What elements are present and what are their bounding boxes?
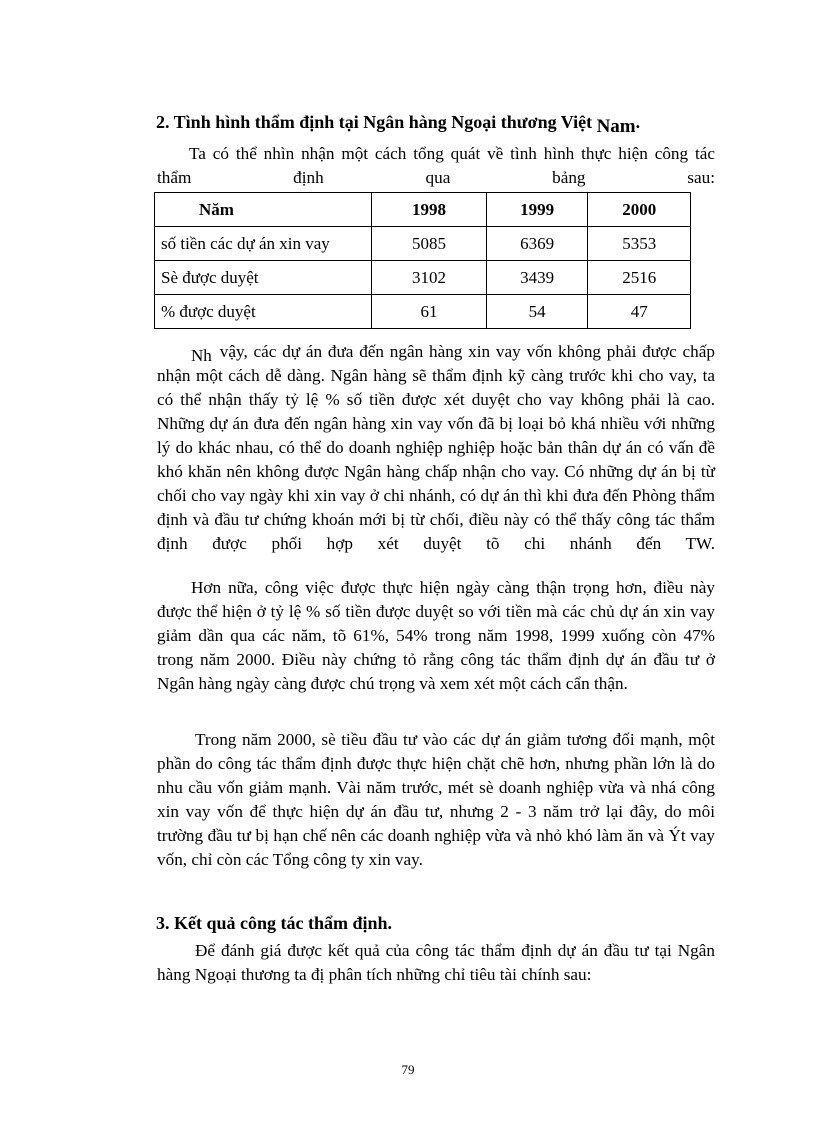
section-2-title: 2. Tình hình thẩm định tại Ngân hàng Ngoại thương Việt xyxy=(156,112,597,132)
table-header-cell: Năm xyxy=(155,193,372,227)
table-cell: 2516 xyxy=(588,261,691,295)
table-cell: 5085 xyxy=(372,227,487,261)
table-cell: 61 xyxy=(372,295,487,329)
paragraph-text: vậy, các dự án đưa đến ngân hàng xin vay vốn không phải được chấp nhận một cách dễ dàng. Ngân hàng sẽ thẩm định kỹ càng trước khi cho vay, ta có thể nhận thấy tỷ lệ % số tiền được xét duyệt cho vay không phải là cao. Những dự án đưa đến ngân hàng xin vay vốn đã bị loại bỏ khá nhiều với những lý do khác nhau, có thể do doanh nghiệp nghiệp hoặc bản thân dự án có vấn đề khó khăn nên không được Ngân hàng chấp nhận cho vay. Có những dự án bị từ chối cho vay ngày khi xin vay ở chi nhánh, có dự án thì khi đưa đến Phòng thẩm định và đầu tư chứng khoán mới bị từ chối, điều này có thể thấy công tác thẩm định được phối hợp xét duyệt tõ chi nhánh đến TW. xyxy=(157,342,715,553)
paragraph-evaluation: Để đánh giá được kết quả của công tác thẩm định dự án đầu tư tại Ngân hàng Ngoại thương ta đị phân tích những chỉ tiêu tài chính sau: xyxy=(157,941,715,984)
table-row xyxy=(155,261,691,295)
paragraph-year-2000: Trong năm 2000, sè tiều đầu tư vào các dự án giảm tương đối mạnh, một phần do công tác thẩm định được thực hiện chặt chẽ hơn, nhưng phần lớn là do nhu cầu vốn giảm mạnh. Vài năm trước, mét sè doanh nghiệp vừa và nhá công xin vay vốn để thực hiện dự án đầu tư, nhưng 2 - 3 năm trở lại đây, do môi trường đầu tư bị hạn chế nên các doanh nghiệp vừa và nhỏ khó làm ăn và Ýt vay vốn, chỉ còn các Tổng công ty xin vay. xyxy=(157,730,715,869)
section-2-title-tail: Nam xyxy=(596,116,636,137)
paragraph-lead-fragment: Nh xyxy=(191,346,212,365)
table-row-label: Sè được duyệt xyxy=(155,261,372,295)
table-cell: 54 xyxy=(486,295,588,329)
table-header-cell: 1999 xyxy=(486,193,588,227)
paragraph-approval-trend: Hơn nữa, công việc được thực hiện ngày càng thận trọng hơn, điều này được thể hiện ở tỷ lệ % số tiền được duyệt so với tiền mà các chủ dự án xin vay giảm dần qua các năm, tõ 61%, 54% trong năm 1998, 1999 xuống còn 47% trong năm 2000. Điều này chứng tỏ rằng công tác thẩm định dự án đầu tư ở Ngân hàng ngày càng được chú trọng và xem xét một cách cẩn thận. xyxy=(157,578,715,693)
table-row xyxy=(155,227,691,261)
appraisal-table xyxy=(154,192,691,329)
intro-paragraph: Ta có thể nhìn nhận một cách tổng quát về tình hình thực hiện công tác thẩm định qua bảng sau: xyxy=(157,144,715,187)
section-2-heading xyxy=(156,112,641,137)
table-cell: 3102 xyxy=(372,261,487,295)
table-header-cell: 2000 xyxy=(588,193,691,227)
table-header-cell: 1998 xyxy=(372,193,487,227)
section-2-title-dot: . xyxy=(635,112,641,132)
table-row xyxy=(155,295,691,329)
table-header-row xyxy=(155,193,691,227)
paragraph-approval-analysis xyxy=(157,340,715,556)
page-number: 79 xyxy=(401,1062,415,1077)
table-cell: 47 xyxy=(588,295,691,329)
table-row-label: % được duyệt xyxy=(155,295,372,329)
table-cell: 3439 xyxy=(486,261,588,295)
section-3-heading: 3. Kết quả công tác thẩm định. xyxy=(156,913,393,933)
table-cell: 6369 xyxy=(486,227,588,261)
table-row-label: số tiền các dự án xin vay xyxy=(155,227,372,261)
table-cell: 5353 xyxy=(588,227,691,261)
